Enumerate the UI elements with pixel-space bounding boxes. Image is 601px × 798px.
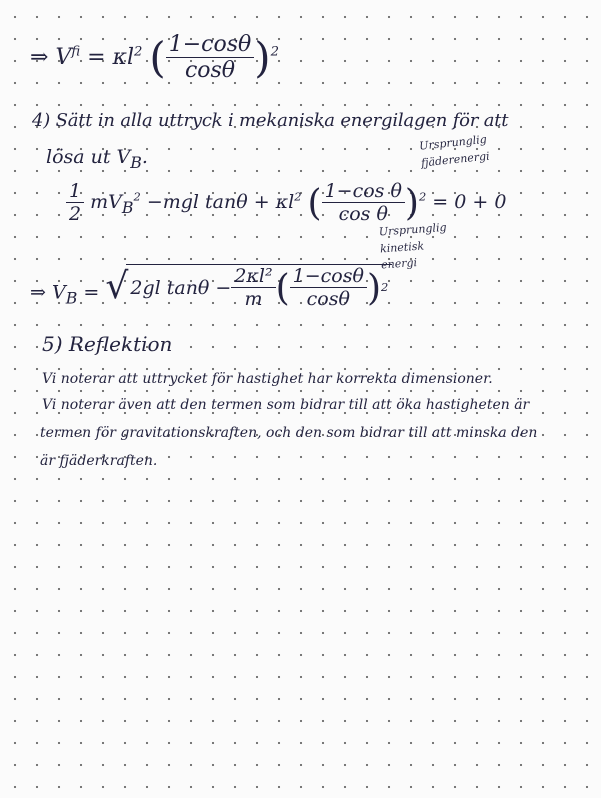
eq1-fraction xyxy=(166,34,255,82)
eq2-outer-square: 2 xyxy=(419,189,427,204)
step5-line4: är fjäderkraften. xyxy=(40,453,158,469)
eq3-inner1: 2gl tanθ − xyxy=(130,276,232,299)
step5-line1: Vi noterar att uttrycket för hastighet har korrekta dimensioner. xyxy=(42,371,493,387)
note-ursprunglig-kinetisk-energi: Ursprunglig kinetisk energi xyxy=(378,220,447,272)
equation-energy: $\frac{1}{2}$ $mV_B^2 -mgl$ $\tan\theta + \kappa l^2$ ( $\frac{\text{1−cos θ}}{\text{cos θ}}$ )$^2$ = 0 + 0 xyxy=(66,182,506,224)
eq1-square: 2 xyxy=(134,44,143,60)
eq2-rhs: = 0 + 0 xyxy=(432,191,507,213)
eq3-f1-num: 2κl² xyxy=(231,267,275,288)
eq1-frac-num: 1−cosθ xyxy=(166,34,255,58)
eq1-frac-den: cosθ xyxy=(184,58,236,83)
step5-line3: termen för gravitationskraften, och den som bidrar till att minska den xyxy=(40,425,538,441)
note-ursprunglig-fjaderenergi: Ursprunglig fjäderenergi xyxy=(418,132,491,170)
equation-v-fi: ⇒ $V^{fi} = \kappa l^2$ ( $\frac{1-\cos\theta}{\cos\theta}$ )$^2$ xyxy=(30,32,279,83)
implies-arrow: ⇒ xyxy=(30,45,49,70)
step4-line2-text: lösa ut V xyxy=(46,146,131,168)
eq2-fraction xyxy=(322,182,405,224)
eq1-equals: = κl xyxy=(87,45,135,70)
equation-vb xyxy=(30,264,392,309)
eq3-lhs: V xyxy=(51,281,66,304)
eq3-f1-den: m xyxy=(244,288,263,310)
step4-line2-sub: B xyxy=(130,152,142,172)
eq2-rest: −mgl tanθ + κl xyxy=(146,191,295,213)
eq2-frac-den: cos θ xyxy=(338,203,388,225)
eq1-outer-square: 2 xyxy=(270,44,279,60)
sqrt-symbol: √ 2gl tanθ − $\frac{\text{2κl²}}{m}$ ( $\frac{1-\cos\theta}{\cos\theta}$ ) 2 xyxy=(105,264,392,309)
eq3-radicand: 2gl tanθ − $\frac{\text{2κl²}}{m}$ ( $\frac{1-\cos\theta}{\cos\theta}$ ) 2 xyxy=(126,264,392,309)
eq1-lhs-sup: fi xyxy=(71,44,81,60)
step5-line2: Vi noterar även att den termen som bidrar till att öka hastigheten är xyxy=(42,397,530,413)
eq3-equals: = xyxy=(83,281,100,304)
eq2-square: 2 xyxy=(294,189,302,204)
eq3-outer-square: 2 xyxy=(381,280,389,295)
eq1-lhs: V xyxy=(55,45,72,70)
eq2-half-num: 1 xyxy=(66,182,84,203)
eq2-frac-num: 1−cos θ xyxy=(322,182,405,203)
eq3-fraction1 xyxy=(231,267,275,309)
eq2-terms: mV xyxy=(90,191,122,213)
implies-arrow-2: ⇒ xyxy=(30,281,46,304)
eq2-half xyxy=(66,182,84,224)
step4-line2 xyxy=(46,148,148,171)
eq2-terms-sub: B xyxy=(121,197,134,217)
eq3-fraction2 xyxy=(290,267,367,309)
step4-line1: 4) Sätt in alla uttryck i mekaniska energilagen för att xyxy=(32,110,509,131)
step4-line2-end: . xyxy=(141,146,148,168)
eq3-lhs-sub: B xyxy=(65,288,78,308)
eq2-half-den: 2 xyxy=(69,203,82,225)
step5-heading: 5) Reflektion xyxy=(42,332,173,356)
eq3-f2-num: 1−cosθ xyxy=(290,267,367,288)
eq3-f2-den: cosθ xyxy=(306,288,350,310)
